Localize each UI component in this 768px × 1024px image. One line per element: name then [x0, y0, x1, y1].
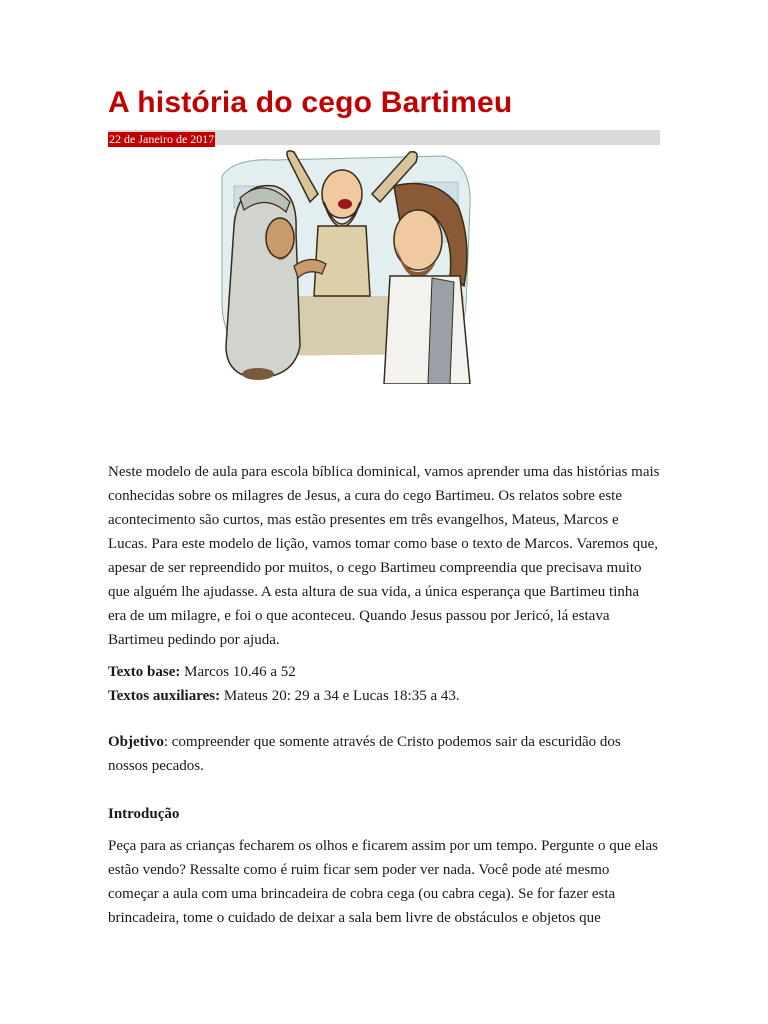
intro-paragraph-1: Neste modelo de aula para escola bíblica dominical, vamos aprender uma das histórias mais conhecidas sobre os milagres de Jesus, a cura do cego Bartimeu. Os relatos sobre este acontecimento são curtos, mas estão presentes em três evangelhos, Mateus, Marcos e Lucas. Para este modelo de lição, vamos tomar como base o texto de Marcos. Varemos que, apesar de ser repreendido por muitos, o cego Bartimeu compreendia que precisava muito que alguém lhe ajudasse. A esta altura de sua vida, a única esperança que Bartimeu tinha era de um milagre, e foi o que aconteceu. Quando Jesus passou por Jericó, lá estava Bartimeu pedindo por ajuda.: [108, 464, 660, 648]
texto-base-label: Texto base:: [108, 664, 181, 680]
texto-base-value: Marcos 10.46 a 52: [180, 664, 296, 680]
objective: [108, 730, 660, 778]
textos-auxiliares-label: Textos auxiliares:: [108, 688, 221, 704]
date-bar: [108, 130, 660, 145]
textos-auxiliares-value: Mateus 20: 29 a 34 e Lucas 18:35 a 43.: [220, 688, 460, 704]
bartimaeus-illustration: [214, 146, 480, 384]
article-title: A história do cego Bartimeu: [108, 86, 513, 119]
references: [108, 660, 660, 708]
texto-base-line: [108, 664, 296, 680]
objetivo-label: Objetivo: [108, 734, 164, 750]
objetivo-value: : compreender que somente através de Cristo podemos sair da escuridão dos nossos pecados.: [108, 734, 621, 774]
section-heading-introducao: Introdução: [108, 806, 180, 822]
textos-auxiliares-line: [108, 688, 460, 704]
intro-paragraph-2: Peça para as crianças fecharem os olhos e ficarem assim por um tempo. Pergunte o que elas estão vendo? Ressalte como é ruim ficar sem poder ver nada. Você pode até mesmo começar a aula com uma brincadeira de cobra cega (ou cabra cega). Se for fazer esta brincadeira, tome o cuidado de deixar a sala bem livre de obstáculos e objetos que: [108, 838, 658, 926]
publish-date: 22 de Janeiro de 2017: [109, 132, 215, 146]
